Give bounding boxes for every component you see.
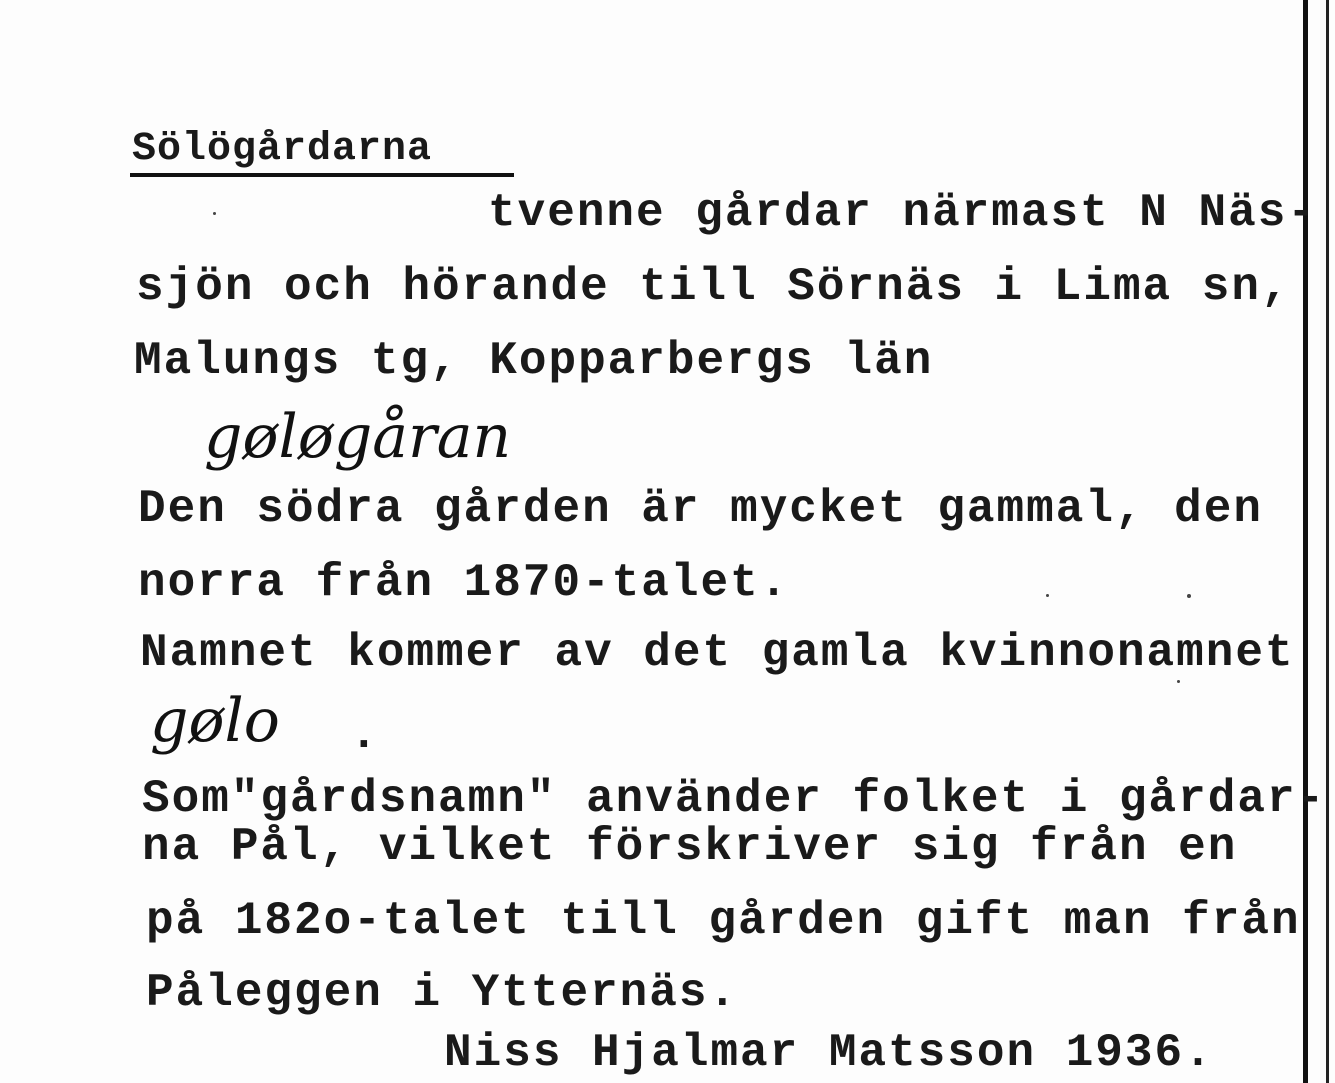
paper-speck [1187, 594, 1191, 598]
handwritten-dialect-form-2: gølo [150, 686, 280, 756]
text-line-10: Påleggen i Ytternäs. [146, 967, 739, 1019]
signature-line: Niss Hjalmar Matsson 1936. [444, 1027, 1214, 1079]
paper-speck [213, 212, 216, 215]
card-heading: Sölögårdarna [132, 127, 433, 172]
text-line-5: norra från 1870-talet. [138, 557, 790, 609]
heading-underline [130, 173, 514, 177]
text-line-1: tvenne gårdar närmast N Näs- [488, 187, 1317, 239]
handwritten-dialect-form-1: gøløgåran [204, 402, 512, 472]
text-line-6: Namnet kommer av det gamla kvinnonamnet [140, 627, 1295, 679]
paper-speck [1046, 594, 1049, 597]
card-edge-line-outer [1326, 0, 1329, 1083]
text-line-7: Som"gårdsnamn" använder folket i gårdar- [142, 773, 1327, 825]
paper-speck [1177, 680, 1180, 683]
card-edge-line [1303, 0, 1308, 1083]
text-line-9: på 182o-talet till gården gift man från [146, 895, 1301, 947]
text-line-4: Den södra gården är mycket gammal, den [138, 483, 1263, 535]
text-period: . [350, 709, 380, 761]
text-line-2: sjön och hörande till Sörnäs i Lima sn, [136, 261, 1291, 313]
text-line-3: Malungs tg, Kopparbergs län [134, 335, 934, 387]
text-line-8: na Pål, vilket förskriver sig från en [142, 821, 1238, 873]
